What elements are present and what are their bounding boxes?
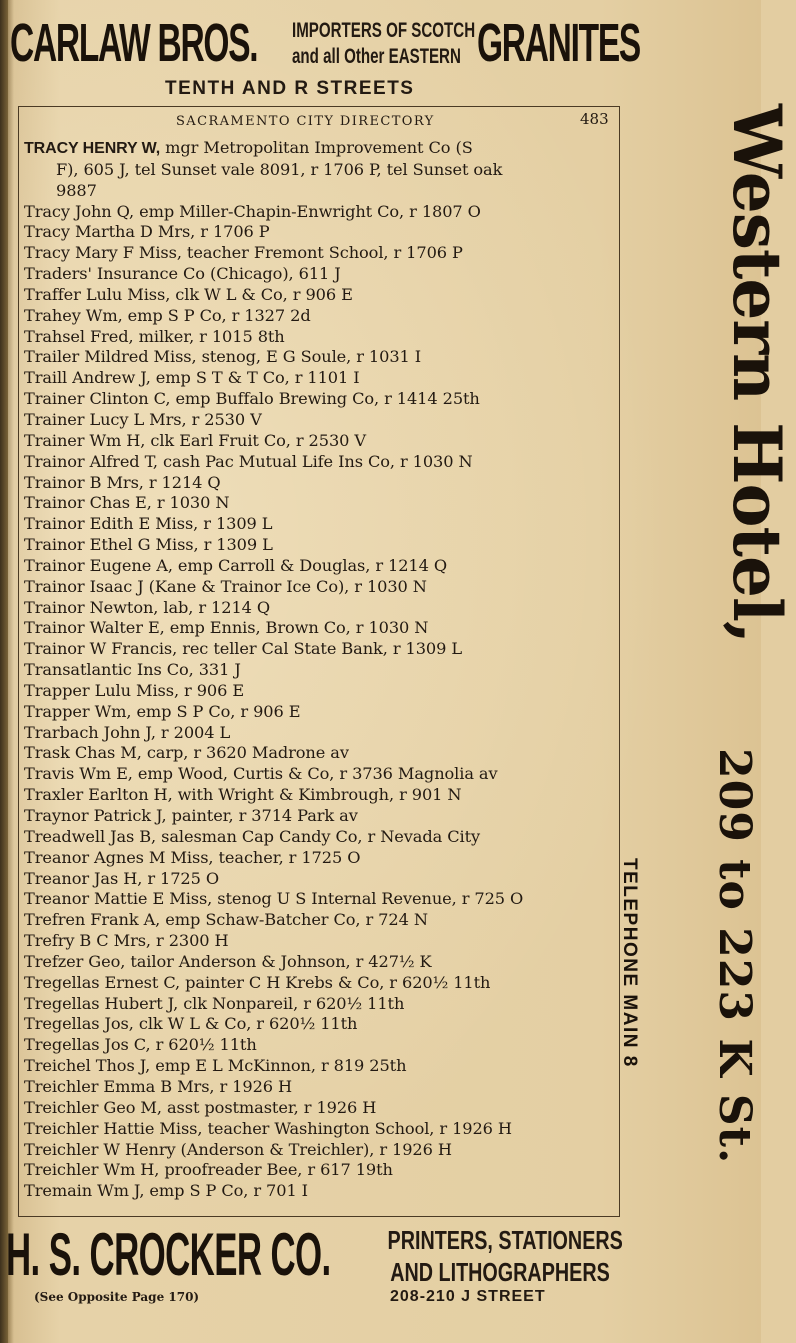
directory-entry: Trainor Isaac J (Kane & Trainor Ice Co), r 1030 N (24, 576, 427, 596)
directory-entry: Traynor Patrick J, painter, r 3714 Park av (24, 806, 358, 825)
directory-entry: Treanor Agnes M Miss, teacher, r 1725 O (24, 847, 361, 867)
directory-entry: Treichel Thos J, emp E L McKinnon, r 819 25th (24, 1056, 407, 1076)
directory-entry: Treichler W Henry (Anderson & Treichler), r 1926 H (24, 1139, 452, 1159)
directory-entry: Tregellas Hubert J, clk Nonpareil, r 620½ 11th (24, 993, 405, 1013)
directory-entry: Transatlantic Ins Co, 331 J (24, 660, 241, 680)
right-ad-address: 209 to 223 K St. (709, 748, 760, 1165)
directory-entry: Tregellas Jos C, r 620½ 11th (24, 1035, 257, 1055)
right-ad-hotel-name: Western Hotel, (718, 104, 796, 644)
bottom-ad-line2: AND LITHOGRAPHERS (390, 1257, 610, 1287)
directory-entry: Tracy Martha D Mrs, r 1706 P (24, 222, 270, 242)
directory-entry: Trapper Lulu Miss, r 906 E (24, 680, 245, 700)
directory-entry: Trainer Lucy L Mrs, r 2530 V (24, 409, 262, 429)
directory-entry: Treichler Emma B Mrs, r 1926 H (24, 1076, 293, 1096)
directory-entry: Tracy Mary F Miss, teacher Fremont School, r 1706 P (24, 243, 463, 263)
directory-entry: Traxler Earlton H, with Wright & Kimbrough, r 901 N (24, 785, 462, 805)
entry-continuation: F), 605 J, tel Sunset vale 8091, r 1706 P, tel Sunset oak (56, 159, 503, 179)
directory-entry: Trainer Wm H, clk Earl Fruit Co, r 2530 V (24, 430, 366, 450)
directory-entry: Trefzer Geo, tailor Anderson & Johnson, r 427½ K (24, 951, 432, 971)
directory-entry: Trainor W Francis, rec teller Cal State Bank, r 1309 L (24, 639, 463, 659)
directory-entry: Trainor Newton, lab, r 1214 Q (24, 597, 271, 617)
directory-entry: Trainor Ethel G Miss, r 1309 L (24, 535, 273, 555)
book-spine-shadow (0, 0, 8, 1343)
directory-entry: Trailer Mildred Miss, stenog, E G Soule, r 1031 I (24, 347, 422, 367)
top-ad-tagline-line1: IMPORTERS OF SCOTCH (292, 19, 476, 42)
top-ad-address: TENTH AND R STREETS (165, 78, 415, 99)
top-ad-product: GRANITES (476, 13, 640, 73)
bottom-ad-line1: PRINTERS, STATIONERS (387, 1225, 623, 1255)
directory-entry: Trarbach John J, r 2004 L (24, 722, 231, 742)
directory-entry: Trahsel Fred, milker, r 1015 8th (24, 326, 285, 346)
directory-entry: Tregellas Jos, clk W L & Co, r 620½ 11th (24, 1014, 358, 1034)
directory-entry: Tremain Wm J, emp S P Co, r 701 I (24, 1181, 308, 1201)
entry-surname: TRACY HENRY W, (24, 140, 161, 157)
entry-continuation: 9887 (56, 180, 97, 200)
directory-entries (24, 138, 620, 1202)
directory-entry: Travis Wm E, emp Wood, Curtis & Co, r 3736 Magnolia av (24, 764, 498, 784)
directory-entry: Trahey Wm, emp S P Co, r 1327 2d (24, 305, 311, 325)
entry-text: mgr Metropolitan Improvement Co (S (160, 138, 473, 157)
directory-entry: Trainor Chas E, r 1030 N (24, 493, 230, 513)
directory-entry: Trask Chas M, carp, r 3620 Madrone av (24, 743, 349, 763)
directory-entry: Treanor Jas H, r 1725 O (24, 868, 220, 888)
top-advertisement (6, 10, 646, 80)
directory-entry: Traders' Insurance Co (Chicago), 611 J (24, 264, 341, 284)
directory-entry: Treichler Geo M, asst postmaster, r 1926 H (24, 1097, 377, 1117)
directory-entry: Trainor Alfred T, cash Pac Mutual Life Ins Co, r 1030 N (24, 451, 473, 471)
top-ad-tagline-line2: and all Other EASTERN (292, 45, 461, 68)
bottom-ad-address: 208-210 J STREET (390, 1288, 546, 1305)
directory-entry: Treichler Wm H, proofreader Bee, r 617 19th (24, 1160, 393, 1180)
directory-entry: Tracy John Q, emp Miller-Chapin-Enwright Co, r 1807 O (24, 201, 481, 221)
directory-entry: Traill Andrew J, emp S T & T Co, r 1101 I (24, 368, 360, 388)
directory-entry (24, 138, 620, 202)
directory-entry: Trefry B C Mrs, r 2300 H (24, 931, 229, 951)
directory-entry: Traffer Lulu Miss, clk W L & Co, r 906 E (24, 284, 353, 304)
directory-entry: Tregellas Ernest C, painter C H Krebs & Co, r 620½ 11th (24, 972, 491, 992)
running-head: SACRAMENTO CITY DIRECTORY (176, 114, 435, 129)
bottom-ad-services (387, 1224, 623, 1288)
top-ad-company: CARLAW BROS. (10, 13, 258, 73)
directory-entry: Trainor Walter E, emp Ennis, Brown Co, r 1030 N (24, 618, 429, 638)
bottom-ad-company: H. S. CROCKER CO. (6, 1221, 331, 1288)
directory-entry: Treadwell Jas B, salesman Cap Candy Co, r Nevada City (24, 826, 481, 846)
bottom-rule (18, 1216, 620, 1217)
directory-entry: Treichler Hattie Miss, teacher Washington School, r 1926 H (24, 1118, 512, 1138)
directory-entry: Trainor Edith E Miss, r 1309 L (24, 514, 273, 534)
top-ad-tagline (292, 18, 476, 70)
directory-entry: Treanor Mattie E Miss, stenog U S Internal Revenue, r 725 O (24, 889, 524, 909)
directory-entry: Trefren Frank A, emp Schaw-Batcher Co, r 724 N (24, 910, 428, 930)
directory-entry: Trainor B Mrs, r 1214 Q (24, 472, 221, 492)
directory-entry: Trainer Clinton C, emp Buffalo Brewing Co, r 1414 25th (24, 389, 480, 409)
directory-entry: Trainor Eugene A, emp Carroll & Douglas, r 1214 Q (24, 555, 448, 575)
right-ad-telephone: TELEPHONE MAIN 8 (619, 858, 640, 1068)
directory-entry: Trapper Wm, emp S P Co, r 906 E (24, 701, 301, 721)
bottom-ad-note: (See Opposite Page 170) (34, 1290, 200, 1304)
page-number: 483 (580, 110, 609, 128)
